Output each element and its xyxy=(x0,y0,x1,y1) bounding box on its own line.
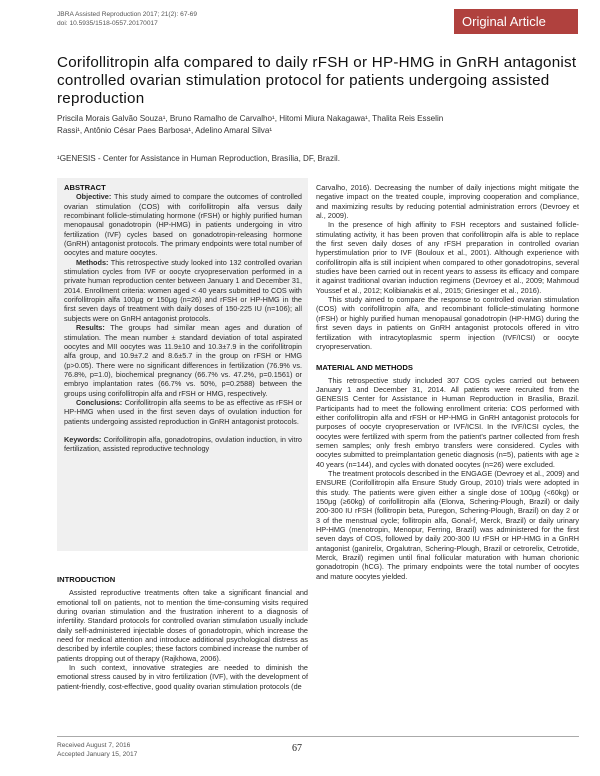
submission-dates xyxy=(57,742,137,759)
journal-doi: doi: 10.5935/1518-0557.20170017 xyxy=(57,19,158,27)
abstract-results: Results: The groups had similar mean ages and duration of stimulation. The mean number ± standard deviation of total aspirated oocytes and MII oocytes was 11.9±10 and 10.3±7.9 in the corifollitropin alfa group, and 10.9±7.2 and 8.6±5.7 in the group on rFSH or HMG (p>0.05). There were no significant differences in fertilization (76.9% vs. 76.8%, p=1.0), biochemical pregnancy (66.7% vs. 47.2%, p=0.1561) or embryo implantation rates (66.7% vs. 50%, p=0.2588) between the groups using corifollitropin alfa and rFSH or HMG, respectively. xyxy=(64,323,302,398)
journal-citation xyxy=(57,11,197,28)
authors-line-1: Priscila Morais Galvão Souza¹, Bruno Ramalho de Carvalho¹, Hitomi Miura Nakagawa¹, Thalita Reis Esselin xyxy=(57,114,444,123)
affiliation: ¹GENESIS - Center for Assistance in Human Reproduction, Brasília, DF, Brazil. xyxy=(57,154,340,163)
methods-paragraph-2: The treatment protocols described in the ENGAGE (Devroey et al., 2009) and ENSURE (Corifollitropin alfa Ensure Study Group, 2010) trials were adopted in this study. The patients were given either a single dose of 100μg (<60kg) or 150μg (≥60kg) of corifollitropin alfa (Elonva, Schering-Plough, Brazil) or daily 200-300 IU rFSH (follitropin beta, Puregon, Schering-Plough, Brazil) on day 2 or 3 of the menstrual cycle; follitropin alfa, Gonal-f, Merck, Brazil) or daily urinary HP-HMG (menotropin, Menopur, Ferring, Brazil) was administered for the first seven days of COS, followed by daily 200-300 IU rFSH or HP-HMG in a GnRH antagonist (ganirelix, Orgalutran, Schering-Plough, Brazil or cetrorelix, Cetrotide, Merck, Brazil) regimen until final follicular maturation with human chorionic gonadotropin (hCG). The primary endpoints were the total number of oocytes and mature oocytes yielded. xyxy=(316,468,579,581)
footer-divider xyxy=(57,736,579,737)
introduction-paragraph-1: Assisted reproductive treatments often take a significant financial and emotional toll on patients, not to mention the time-consuming visits required during ovarian stimulation and the frustration inherent to a diagnosis of infertility. Standard protocols for controlled ovarian stimulation usually include daily self-administered injectable doses of gonadotropin, which increase the need for medical attention and introduce additional psychological distress as described by infertile couples; these factors combined increase the number of patients dropping out of therapy (Rajkhowa, 2006). xyxy=(57,588,308,663)
right-column xyxy=(316,183,579,581)
abstract xyxy=(64,183,302,454)
author-list xyxy=(57,113,579,136)
accepted-date: Accepted January 15, 2017 xyxy=(57,750,138,758)
received-date: Received August 7, 2016 xyxy=(57,742,131,749)
right-paragraph-2: This study aimed to compare the response to controlled ovarian stimulation (COS) with corifollitropin alfa, and recombinant follicle-stimulating hormone (rFSH) or highly purified human menopausal gonadotropin (HP-HMG) during the first seven days in patients on GnRH antagonist protocols offered in vitro fertilization with intracytoplasmic sperm injection (IVF/ICSI) or oocyte cryopreservation. xyxy=(316,295,579,351)
abstract-objective: Objective: This study aimed to compare the outcomes of controlled ovarian stimulation (COS) with corifollitropin alfa versus daily recombinant follicle-stimulating hormone (rFSH) or highly purified human menopausal gonadotropin (HP-HMG) in patients undergoing in vitro fertilization (IVF) cycles based on gonadotropin-releasing hormone (GnRH) antagonist protocols. The primary endpoints were total number of oocytes and mature oocytes. xyxy=(64,192,302,258)
methods-paragraph-1: This retrospective study included 307 COS cycles carried out between January 1 and December 31, 2014. All patients were recruited from the GENESIS Center for Assistance in Human Reproduction in Brasília, Brazil. Participants had to meet the following enrollment criteria: COS performed with either corifollitropin alfa and rFSH or HP-HMG in GnRH antagonist protocols for purposes of oocyte cryopreservation or IVF/ICSI. In the IVF/ICSI cycles, the oocytes were fertilized with sperm from the patient's partner collected from fresh semen samples; only fresh embryo transfers were considered. Cycles with oocytes submitted to preimplantation genetic diagnosis (n=5), patients with age ≥ 40 years (n=144), and cycles with donated oocytes (n=26) were excluded. xyxy=(316,375,579,469)
introduction xyxy=(57,575,308,691)
right-paragraph-0: Carvalho, 2016). Decreasing the number of daily injections might mitigate the negative impact on the treated couple, improving cooperation and compliance, and maximizing results by reducing potential administration errors (Devroey et al., 2009). xyxy=(316,183,579,221)
authors-line-2: Rassi¹, Antônio César Paes Barbosa¹, Adelino Amaral Silva¹ xyxy=(57,125,273,135)
abstract-heading: ABSTRACT xyxy=(64,183,106,192)
abstract-keywords: Keywords: Corifollitropin alfa, gonadotropins, ovulation induction, in vitro fertilization, assisted reproductive technology xyxy=(64,434,302,454)
abstract-methods: Methods: This retrospective study looked into 132 controlled ovarian stimulation cycles from IVF or oocyte cryopreservation performed in a private human reproduction center between January 1 and December 31, 2014. Enrollment criteria: women aged < 40 years submitted to COS with corifollitropin alfa 100μg or 150μg (n=26) and rFSH or HP-HMG in the first seven days of treatment with daily doses of 150-225 IU (n=106); all subjects were on GnRH antagonist protocols. xyxy=(64,257,302,323)
journal-line-1: JBRA Assisted Reproduction 2017; 21(2): 67-69 xyxy=(57,11,198,18)
article-title: Corifollitropin alfa compared to daily rFSH or HP-HMG in GnRH antagonist controlled ovarian stimulation protocol for patients undergoing assisted reproduction xyxy=(57,54,577,107)
right-paragraph-1: In the presence of high affinity to FSH receptors and sustained follicle-stimulating activity, it has been proven that corifollitropin alfa is able to replace the first seven daily doses of any rFSH preparation in controlled ovarian hyperstimulation prior to IVF (Bouloux et al., 2001). Although experience with corifollitropin alfa is still incipient when compared to other gonadotropins, several studies have been carried out in recent years to assess its efficacy and compare it against traditional ovarian induction regimens (Devroey et al., 2009; Mahmoud Youssef et al., 2012; Kolibianakis et al., 2015; Griesinger et al., 2016). xyxy=(316,220,579,295)
abstract-conclusions: Conclusions: Corifollitropin alfa seems to be as effective as rFSH or HP-HMG when used in the first seven days of ovulation induction for patients undergoing assisted reproduction in GnRH antagonist protocols. xyxy=(64,397,302,426)
introduction-heading: INTRODUCTION xyxy=(57,575,116,584)
methods-heading: MATERIAL AND METHODS xyxy=(316,363,413,373)
page-number: 67 xyxy=(292,743,302,754)
introduction-paragraph-2: In such context, innovative strategies are needed to diminish the emotional stress caused by in vitro fertilization (IVF), with the development of patient-friendly, cost-effective, good quality ovarian stimulation protocols (de xyxy=(57,663,308,691)
article-type-badge: Original Article xyxy=(454,9,578,34)
